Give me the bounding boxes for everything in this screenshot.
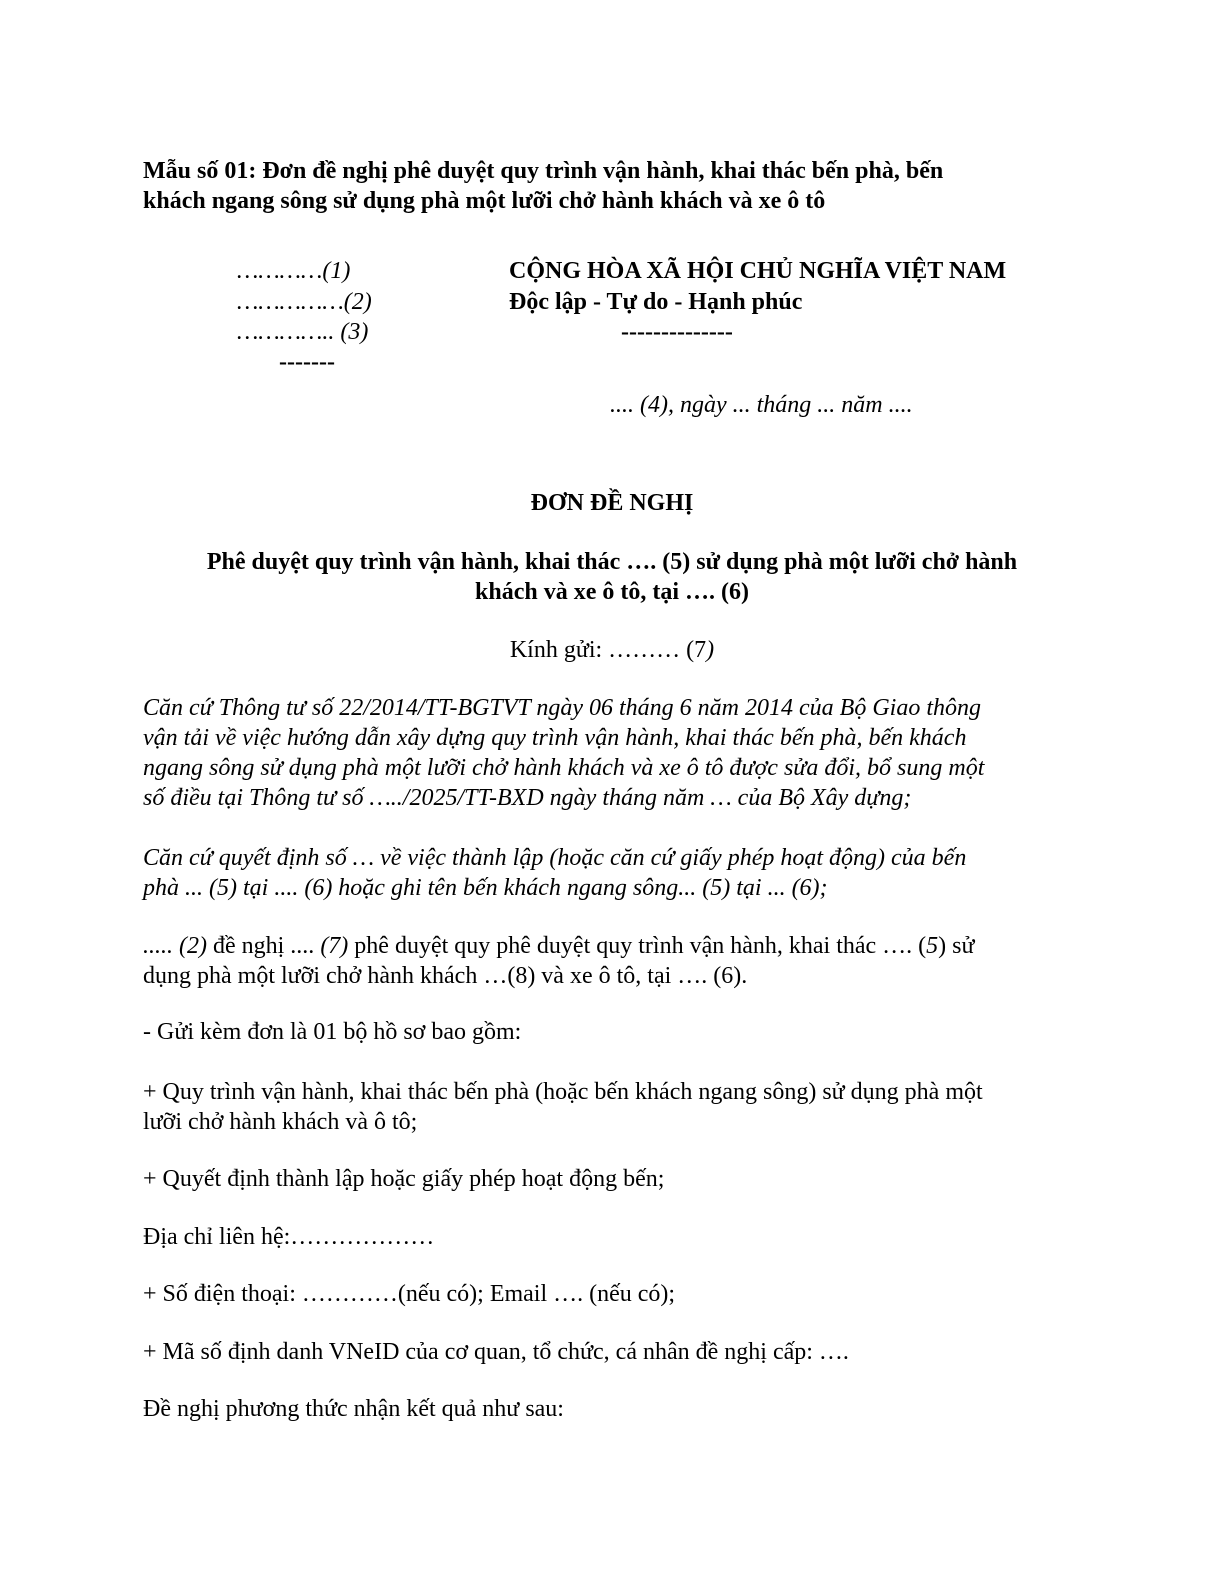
recipient-close: ) xyxy=(706,637,715,663)
legal-basis-1 xyxy=(143,693,1063,813)
basis1-line: Căn cứ Thông tư số 22/2014/TT-BGTVT ngày 06 tháng 6 năm 2014 của Bộ Giao thông xyxy=(143,695,981,721)
request-authority: (7) xyxy=(320,933,349,959)
request-ref-5: 5 xyxy=(926,933,939,959)
subject-line-2: khách và xe ô tô, tại …. (6) xyxy=(475,579,749,605)
basis1-line: ngang sông sử dụng phà một lưỡi chở hành khách và xe ô tô được sửa đổi, bổ sung một xyxy=(143,755,985,781)
subject-line-1: Phê duyệt quy trình vận hành, khai thác …. (5) sử dụng phà một lưỡi chở hành xyxy=(206,549,1018,575)
request-applicant: ..... (2) xyxy=(143,933,207,959)
attachment-item-1 xyxy=(143,1077,1063,1137)
document-heading: ĐƠN ĐỀ NGHỊ xyxy=(530,490,694,516)
request-paragraph xyxy=(143,931,1063,991)
request-text-c: ) sử xyxy=(938,933,975,959)
form-title-line-2: khách ngang sông sử dụng phà một lưỡi chở hành khách và xe ô tô xyxy=(143,188,826,214)
agency-line-2: ……………(2) xyxy=(237,289,372,315)
result-method: Đề nghị phương thức nhận kết quả như sau: xyxy=(143,1396,564,1422)
contact-phone-email: + Số điện thoại: …………(nếu có); Email …. (nếu có); xyxy=(143,1281,676,1307)
form-title xyxy=(143,156,1063,216)
basis1-line: số điều tại Thông tư số …../2025/TT-BXD ngày tháng năm … của Bộ Xây dựng; xyxy=(143,785,912,811)
request-line-2: dụng phà một lưỡi chở hành khách …(8) và xe ô tô, tại …. (6). xyxy=(143,963,748,989)
agency-line-1: …………(1) xyxy=(237,258,351,284)
agency-divider: ------- xyxy=(279,349,335,375)
form-title-line-1: Mẫu số 01: Đơn đề nghị phê duyệt quy trình vận hành, khai thác bến phà, bến xyxy=(143,158,944,184)
legal-basis-2 xyxy=(143,843,1063,903)
agency-line-3: ………….. (3) xyxy=(237,319,369,345)
basis2-line: phà ... (5) tại .... (6) hoặc ghi tên bến khách ngang sông... (5) tại ... (6); xyxy=(143,875,828,901)
motto-divider: -------------- xyxy=(621,319,733,345)
request-text-b: phê duyệt quy phê duyệt quy trình vận hành, khai thác …. ( xyxy=(348,933,927,959)
contact-address: Địa chỉ liên hệ:……………… xyxy=(143,1224,435,1250)
attachment-item-1-line: lưỡi chở hành khách và ô tô; xyxy=(143,1109,418,1135)
national-motto: Độc lập - Tự do - Hạnh phúc xyxy=(509,289,803,315)
recipient-line xyxy=(0,635,1224,665)
date-line: .... (4), ngày ... tháng ... năm .... xyxy=(610,392,913,418)
recipient-text: Kính gửi: ……… (7 xyxy=(509,637,707,663)
request-text-a: đề nghị .... xyxy=(206,933,321,959)
nation-title: CỘNG HÒA XÃ HỘI CHỦ NGHĨA VIỆT NAM xyxy=(509,258,1007,284)
attachment-item-1-line: + Quy trình vận hành, khai thác bến phà (hoặc bến khách ngang sông) sử dụng phà một xyxy=(143,1079,983,1105)
attachment-intro: - Gửi kèm đơn là 01 bộ hồ sơ bao gồm: xyxy=(143,1019,522,1045)
request-line-1 xyxy=(143,931,1063,961)
vneid-code: + Mã số định danh VNeID của cơ quan, tổ chức, cá nhân đề nghị cấp: …. xyxy=(143,1339,849,1365)
attachment-item-2: + Quyết định thành lập hoặc giấy phép hoạt động bến; xyxy=(143,1166,665,1192)
basis2-line: Căn cứ quyết định số … về việc thành lập (hoặc căn cứ giấy phép hoạt động) của bến xyxy=(143,845,967,871)
basis1-line: vận tải về việc hướng dẫn xây dựng quy trình vận hành, khai thác bến phà, bến khách xyxy=(143,725,967,751)
